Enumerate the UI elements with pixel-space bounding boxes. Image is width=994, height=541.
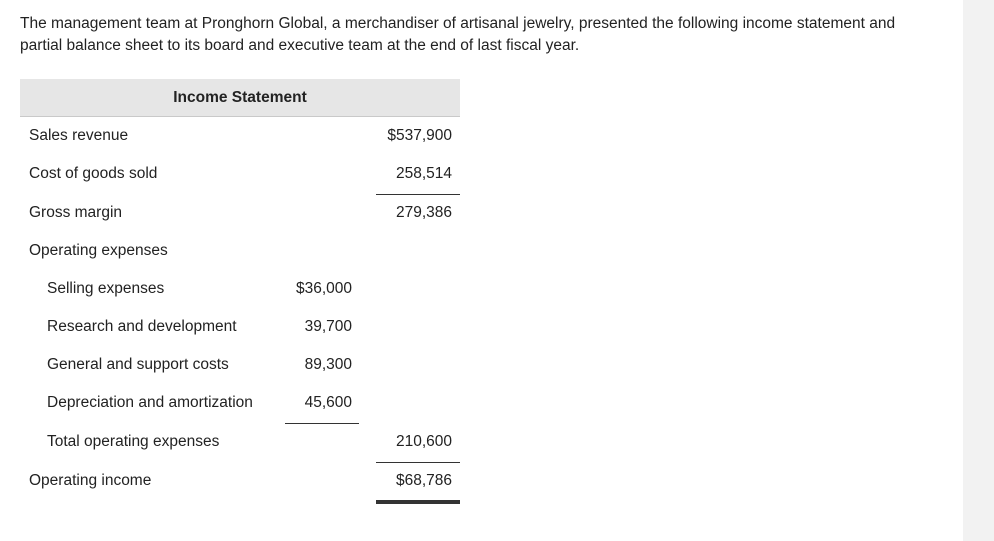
detail-subtotal-rule: [285, 423, 359, 424]
row-detail-value: 89,300: [304, 356, 352, 373]
row-label: Operating expenses: [29, 242, 168, 259]
income-statement-header: [20, 79, 460, 117]
row-total-value: 258,514: [395, 165, 452, 182]
income-statement-title: Income Statement: [173, 88, 307, 106]
row-label: Total operating expenses: [47, 433, 220, 450]
row-detail-value: $36,000: [295, 280, 352, 297]
row-operating-income: [20, 472, 460, 496]
row-label: Sales revenue: [29, 127, 129, 144]
row-total-value: $537,900: [387, 127, 452, 144]
row-research-and-development: [20, 318, 460, 342]
row-total-value: 210,600: [395, 433, 452, 450]
row-operating-expenses: [20, 242, 460, 266]
row-gross-margin: [20, 204, 460, 228]
row-selling-expenses: [20, 280, 460, 304]
row-depreciation-and-amortization: [20, 394, 460, 418]
row-detail-value: 39,700: [304, 318, 352, 335]
row-sales-revenue: [20, 127, 460, 151]
row-label: Operating income: [29, 472, 152, 489]
grand-total-double-rule: [376, 500, 460, 504]
subtotal-rule: [376, 462, 460, 463]
row-total-value: $68,786: [395, 472, 452, 489]
intro-paragraph: The management team at Pronghorn Global, a merchandiser of artisanal jewelry, presented the following income statement and partial balance sheet to its board and executive team at the end of last fiscal year.: [20, 15, 896, 54]
row-general-and-support: [20, 356, 460, 380]
row-label: Research and development: [47, 318, 237, 335]
row-cost-of-goods-sold: [20, 165, 460, 189]
row-label: Cost of goods sold: [29, 165, 158, 182]
row-label: General and support costs: [47, 356, 229, 373]
income-statement-table: [20, 79, 460, 489]
row-total-value: 279,386: [395, 204, 452, 221]
row-label: Gross margin: [29, 204, 123, 221]
row-total-operating-expenses: [20, 433, 460, 457]
row-label: Depreciation and amortization: [47, 394, 253, 411]
row-detail-value: 45,600: [304, 394, 352, 411]
subtotal-rule: [376, 194, 460, 195]
row-label: Selling expenses: [47, 280, 165, 297]
